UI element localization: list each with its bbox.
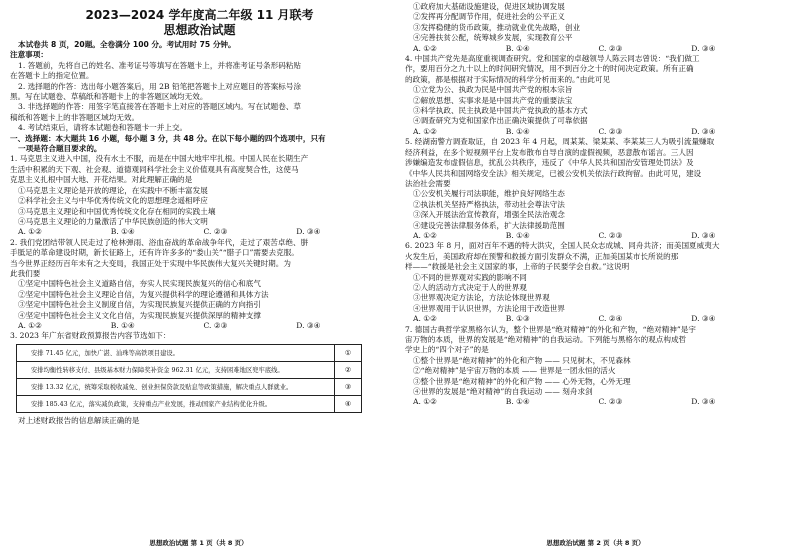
exam-subtitle: 思想政治试题: [163, 23, 236, 37]
q3-answer-c: C. ②③: [598, 43, 623, 53]
row-number: ②: [344, 365, 352, 374]
q2-option: ④坚定中国特色社会主义文化自信，为实现民族复兴提供深厚的精神支撑: [18, 310, 261, 320]
q1-option: ③马克思主义理论和中国优秀传统文化存在相同的实践土壤: [18, 206, 216, 216]
section-heading: 一、选择题：本大题共 16 小题，每小题 3 分，共 48 分。在以下每小题的四个选项中，只有: [10, 133, 326, 143]
q6-answers: [405, 314, 784, 324]
table-row: [17, 379, 361, 396]
table-cell: 安排 185.43 亿元，落实减负政策，支持重点产业发展，推动国家产业结构优化升级。: [17, 396, 335, 412]
table-row: [17, 345, 361, 362]
notice-line: 稿纸和答题卡上的非答题区域均无效。: [10, 112, 140, 122]
q4-option: ③科学执政、民主执政是中国共产党执政的基本方式: [413, 106, 588, 116]
q6-option: ④世界观用于认识世界，方法论用于改造世界: [413, 303, 565, 313]
table-cell: 安排 71.45 亿元，加快广湛、汕珠等高铁项目建设。: [17, 345, 335, 361]
q5-answer-a: A. ①②: [413, 230, 437, 240]
q2-option: ①坚定中国特色社会主义道路自信，夯实人民实现民族复兴的信心和底气: [18, 279, 261, 289]
q7-answer-c: C. ②③: [598, 397, 623, 407]
section-heading-cont: 一项是符合题目要求的。: [18, 144, 102, 154]
notice-heading: 注意事项：: [10, 50, 48, 60]
q6-answer-b: B. ①③: [505, 314, 530, 324]
q4-stem: 的政策，都是根据对于实际情况的科学分析而来的。”由此可见: [405, 74, 611, 84]
q1-answers: [10, 227, 389, 237]
q7-answer-b: B. ①④: [505, 397, 530, 407]
q6-answer-a: A. ①②: [413, 314, 437, 324]
q2-answers: [10, 321, 389, 331]
q5-answer-c: C. ②③: [598, 230, 623, 240]
q2-answer-d: D. ③④: [296, 320, 321, 330]
q1-option: ②科学社会主义与中华优秀传统文化的思想理念遥相呼应: [18, 196, 208, 206]
page-footer: 思想政治试题 第 1 页（共 8 页）: [149, 539, 248, 547]
q6-stem: 6. 2023 年 8 月，面对百年不遇的特大洪灾，全国人民众志成城、同舟共济；而美国夏威夷大: [405, 241, 720, 251]
q2-option: ③坚定中国特色社会主义制度自信，为实现民族复兴提供正确的方向指引: [18, 300, 261, 310]
q4-option: ④调查研究为党和国家作出正确决策提供了可靠依据: [413, 116, 588, 126]
exam-info: 本试卷共 8 页，20题。全卷满分 100 分。考试用时 75 分钟。: [18, 40, 236, 49]
q7-option: ①整个世界是“绝对精神”的外化和产物 —— 只见树木，不见森林: [413, 355, 631, 365]
q2-answer-b: B. ①④: [110, 320, 135, 330]
q5-stem: 经济利益，在多个短视频平台上发布散布自导自演的虚假视频，恶意散布谣言。三人因: [405, 147, 694, 157]
notice-line: 2. 选择题的作答：选出每小题答案后，用 2B 铅笔把答题卡上对应题目的答案标号涂: [18, 81, 302, 91]
q7-option: ④世界的发展是“绝对精神”的自我运动 —— 刻舟求剑: [413, 387, 593, 397]
q5-stem: 法治社会需要: [405, 178, 451, 188]
q5-option: ④建设完善法律服务体系，扩大法律援助范围: [413, 220, 565, 230]
q2-stem: 当今世界正经历百年未有之大变局，我国正处于实现中华民族伟大复兴关键时期。为: [10, 258, 291, 268]
q7-answers: [405, 397, 784, 407]
q4-answer-a: A. ①②: [413, 126, 437, 136]
q6-stem: 样——“救援是社会主义国家的事，上帝的子民要学会自救。”这说明: [405, 262, 630, 272]
q2-answer-c: C. ②③: [203, 320, 228, 330]
q3-answer-d: D. ③④: [691, 43, 716, 53]
q4-option: ②解放思想、实事求是是中国共产党的重要法宝: [413, 95, 573, 105]
table-cell: 安排 13.32 亿元，统筹采取税收减免、创业担保贷款及贴息等政策措施，解决重点人群就业。: [17, 379, 335, 395]
q1-stem: 1. 马克思主义进入中国，没有水土不服，而是在中国大地牢牢扎根。中国人民在长期生产: [10, 154, 309, 164]
q3-option: ④完善扶贫公配，统筹城乡发展，实现教育公平: [413, 33, 573, 43]
page-footer: 思想政治试题 第 2 页（共 8 页）: [546, 539, 645, 547]
q1-stem: 生活中积累的天下观、社会观、道德观同科学社会主义价值观具有高度契合性，这使马: [10, 164, 299, 174]
table-cell: 安排均衡性转移支付、县级基本财力保障奖补资金 962.31 亿元，支持困难地区兜牢底线。: [17, 362, 335, 378]
q5-option: ③深入开展法治宣传教育，增强全民法治观念: [413, 210, 565, 220]
q4-stem: 作，要用百分之九十以上的时间研究情况，用不到百分之十的时间决定政策。所有正确: [405, 64, 694, 74]
q5-stem: 《中华人民共和国网络安全法》相关规定，已被公安机关依法行政拘留。由此可见，建设: [405, 168, 702, 178]
q6-answer-d: D. ③④: [691, 314, 716, 324]
q5-answer-b: B. ①④: [505, 230, 530, 240]
row-number: ④: [344, 399, 352, 408]
q4-answers: [405, 127, 784, 137]
q2-answer-a: A. ①②: [18, 320, 42, 330]
q7-stem: 7. 德国古典哲学家黑格尔认为，整个世界是“绝对精神”的外化和产物，“绝对精神”是宇: [405, 324, 696, 334]
q3-option: ②发挥再分配调节作用，促进社会的公平正义: [413, 12, 565, 22]
q3-answer-a: A. ①②: [413, 43, 437, 53]
q3-answer-b: B. ①④: [505, 43, 530, 53]
q5-option: ①公安机关履行司法职能，维护良好网络生态: [413, 189, 565, 199]
q5-answers: [405, 231, 784, 241]
q5-stem: 5. 经湖南警方调查取证，自 2023 年 4 月起，周某某、梁某某、李某某三人为吸引流量赚取: [405, 137, 715, 147]
q2-option: ②坚定中国特色社会主义理论自信，为复兴提供科学的理论遵循和具体方法: [18, 289, 269, 299]
q5-answer-d: D. ③④: [691, 230, 716, 240]
notice-line: 在答题卡上的指定位置。: [10, 71, 94, 81]
q1-answer-c: C. ②③: [203, 227, 228, 237]
q3-stem: 3. 2023 年广东省财政预算报告内容节选如下：: [10, 331, 171, 341]
notice-line: 1. 答题前，先将自己的姓名、准考证号等填写在答题卡上，并将准考证号条形码粘贴: [18, 60, 302, 70]
q6-answer-c: C. ②④: [598, 314, 623, 324]
q7-stem: 学史上的“四个对子”的是: [405, 345, 489, 355]
q1-answer-a: A. ①②: [18, 227, 42, 237]
row-number: ③: [344, 382, 352, 391]
notice-line: 4. 考试结束后，请将本试题卷和答题卡一并上交。: [18, 123, 188, 133]
q7-stem: 宙万物的本质，世界的发展是“绝对精神”的自我运动。下列能与黑格尔的观点构成哲: [405, 335, 687, 344]
q1-answer-d: D. ③④: [296, 227, 321, 237]
q3-tail: 对上述财政报告的信息解读正确的是: [18, 415, 140, 425]
notice-line: 黑。写在试题卷、草稿纸和答题卡上的非答题区域均无效。: [10, 92, 208, 102]
table-row: [17, 396, 361, 412]
q1-stem: 克思主义扎根中国大地、开花结果。对此理解正确的是: [10, 175, 193, 185]
q6-option: ①不同的世界观对实践的影响不同: [413, 272, 527, 282]
q2-stem: 2. 我们党团结带领人民走过了枪林弹雨、浴血奋战的革命战争年代，走过了艰苦卓绝、胼: [10, 237, 309, 247]
q4-answer-b: B. ①④: [505, 126, 530, 136]
q2-stem: 此我们要: [10, 268, 41, 278]
q5-option: ②执法机关坚持严格执法，带动社会尊法守法: [413, 199, 565, 209]
row-number: ①: [344, 348, 352, 357]
q6-stem: 火发生后，美国政府却在预警和救援方面引发群众不满，正加美国某市长所说的那: [405, 251, 679, 261]
q7-option: ③整个世界是“绝对精神”的外化和产物 —— 心外无物，心外无理: [413, 376, 631, 386]
q6-option: ③世界观决定方法论，方法论体现世界观: [413, 293, 550, 303]
q3-option: ①政府加大基础设施建设，促进区域协调发展: [413, 2, 565, 11]
q4-option: ①立党为公、执政为民是中国共产党的根本宗旨: [413, 85, 573, 95]
q4-stem: 4. 中国共产党先是高度重视调查研究。党和国家的卓越领导人陈云同志曾说：“我们做工: [405, 54, 700, 64]
q3-option: ③发挥稳健的货币政策，推动就业优先战略，创业: [413, 22, 581, 32]
q4-answer-d: D. ③④: [691, 126, 716, 136]
table-row: [17, 362, 361, 379]
page-2: [397, 0, 794, 551]
q4-answer-c: C. ②③: [598, 126, 623, 136]
q6-option: ②人的活动方式决定于人的世界观: [413, 282, 527, 292]
exam-title: 2023—2024 学年度高二年级 11 月联考: [85, 8, 314, 22]
q2-stem: 手胝足的革命建设时期，新长征路上，还有许许多多的“娄山关”“腊子口”需要去克服。: [10, 248, 299, 258]
budget-table: [16, 344, 362, 413]
q3-answers: [405, 44, 784, 54]
q1-answer-b: B. ①④: [110, 227, 135, 237]
q1-option: ①马克思主义理论是开放的理论，在实践中不断丰富发展: [18, 185, 208, 195]
q5-stem: 涉嫌编造发布虚假信息，扰乱公共秩序，违反了《中华人民共和国治安管理处罚法》及: [405, 158, 694, 168]
q7-answer-a: A. ①②: [413, 397, 437, 407]
q7-option: ②“绝对精神”是宇宙万物的本质 —— 世界是一团永恒的活火: [413, 366, 616, 376]
q7-answer-d: D. ③④: [691, 397, 716, 407]
notice-line: 3. 非选择题的作答：用签字笔直接答在答题卡上对应的答题区域内。写在试题卷、草: [18, 102, 302, 112]
q1-option: ④马克思主义理论的力量激活了中华民族创造的伟大文明: [18, 216, 208, 226]
